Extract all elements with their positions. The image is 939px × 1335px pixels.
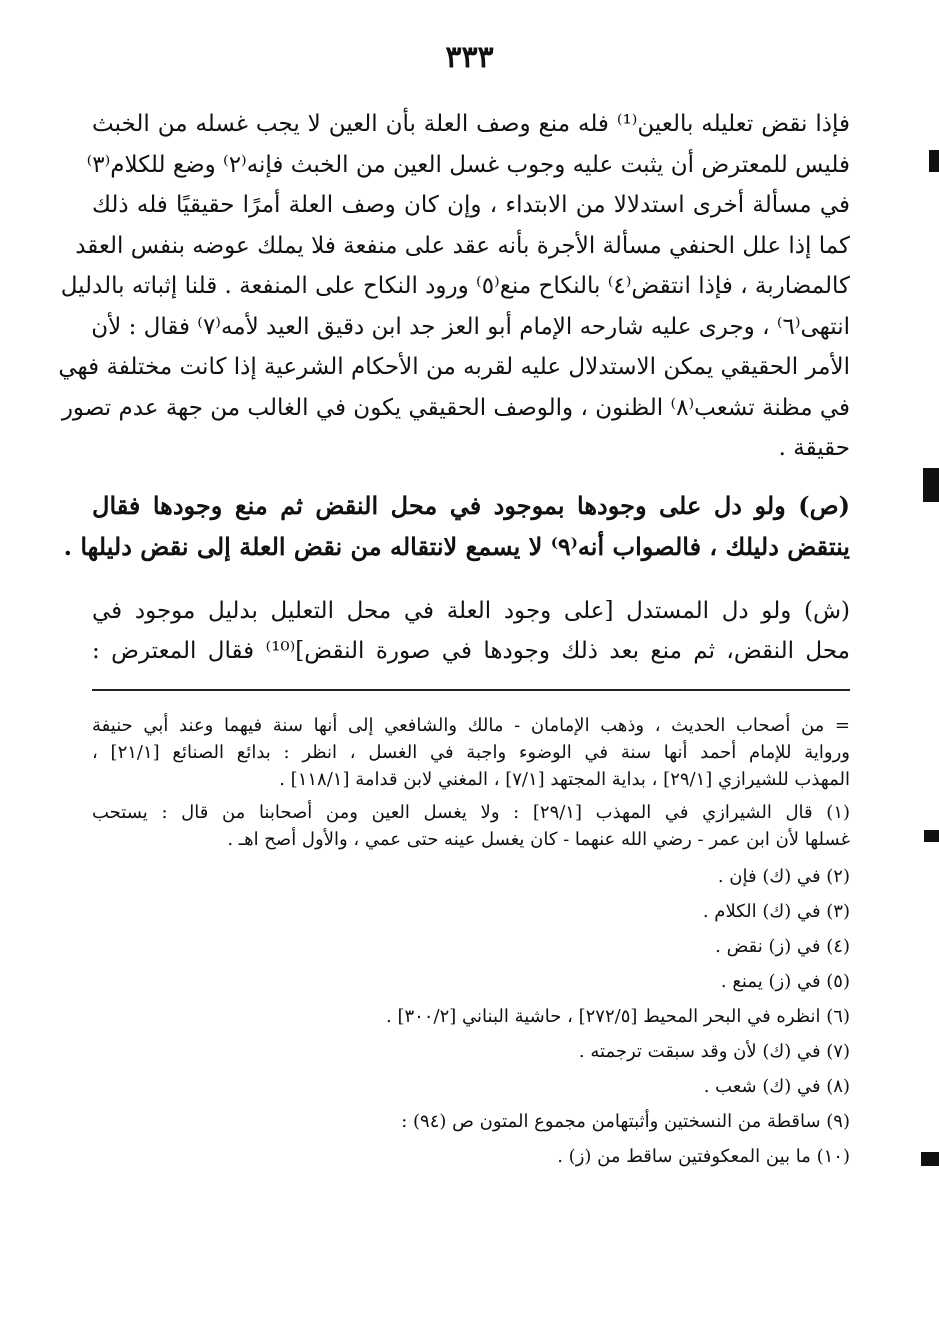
text-line: (ص) ولو دل على وجودها بموجود في محل النقض ثم منع وجودها فقال bbox=[92, 490, 850, 520]
text-line: فإذا نقض تعليله بالعين⁽¹⁾ فله منع وصف العلة بأن العين لا يجب غسله من الخبث bbox=[92, 111, 851, 137]
paragraph-sharh bbox=[92, 591, 850, 672]
footnote-line: غسلها لأن ابن عمر - رضي الله عنهما - كان يغسل عينه حتى عمي ، والأول أصح اهـ . bbox=[227, 829, 850, 850]
text-line: في مسألة أخرى استدلالا من الابتداء ، وإن كان وصف العلة أمرًا حقيقيًا فله ذلك bbox=[92, 192, 850, 218]
footnote-1 bbox=[92, 799, 850, 853]
binding-mark bbox=[921, 1152, 939, 1166]
text-line: انتهى⁽٦⁾ ، وجرى عليه شارحه الإمام أبو العز جد ابن دقيق العيد لأمه⁽٧⁾ فقال : لأن bbox=[91, 313, 850, 340]
text-line: محل النقض، ثم منع بعد ذلك وجودها في صورة النقض]⁽¹⁰⁾ فقال المعترض : bbox=[92, 638, 850, 664]
text-line: حقيقة . bbox=[778, 435, 850, 461]
footnote-4: (٤) في (ز) نقض . bbox=[715, 936, 850, 957]
text-line: كما إذا علل الحنفي مسألة الأجرة بأنه عقد على منفعة فلا يملك عوضه بنفس العقد bbox=[75, 232, 850, 259]
binding-mark bbox=[929, 150, 939, 172]
binding-mark bbox=[924, 830, 939, 842]
footnote-10: (١٠) ما بين المعكوفتين ساقط من (ز) . bbox=[557, 1146, 850, 1167]
paragraph-matn bbox=[63, 485, 850, 567]
footnote-5: (٥) في (ز) يمنع . bbox=[720, 971, 850, 992]
footnote-8: (٨) في (ك) شعب . bbox=[703, 1076, 850, 1097]
footnotes bbox=[92, 712, 850, 1174]
page-number: ٣٣٣ bbox=[445, 40, 494, 75]
footnote-line: ورواية للإمام أحمد أنها سنة في الوضوء واجبة في الغسل ، انظر : بدائع الصنائع [٢١/١] ، bbox=[92, 742, 850, 763]
footnote-6: (٦) انظره في البحر المحيط [٢٧٢/٥] ، حاشية البناني [٣٠٠/٢] . bbox=[386, 1006, 850, 1027]
footnote-line: = من أصحاب الحديث ، وذهب الإمامان - مالك والشافعي إلى أنها سنة فيهما وعند أبي حنيفة bbox=[92, 715, 850, 736]
text-line: (ش) ولو دل المستدل [على وجود العلة في محل التعليل بدليل موجود في bbox=[92, 597, 850, 624]
footnote-continuation bbox=[92, 712, 850, 793]
text-line: ينتقض دليلك ، فالصواب أنه⁽٩⁾ لا يسمع لانتقاله من نقض العلة إلى نقض دليلها . bbox=[63, 531, 850, 561]
main-text bbox=[58, 104, 851, 672]
paragraph-commentary bbox=[58, 104, 851, 469]
footnote-3: (٣) في (ك) الكلام . bbox=[702, 901, 850, 922]
text-line: الأمر الحقيقي يمكن الاستدلال عليه لقربه من الأحكام الشرعية إذا كانت مختلفة فهي bbox=[58, 354, 850, 380]
binding-mark bbox=[923, 468, 939, 502]
footnote-line: (١) قال الشيرازي في المهذب [٢٩/١] : ولا يغسل العين ومن أصحابنا من قال : يستحب bbox=[92, 802, 851, 823]
footnote-9: (٩) ساقطة من النسختين وأثبتهامن مجموع المتون ص (٩٤) : bbox=[401, 1111, 850, 1132]
footnote-line: المهذب للشيرازي [٢٩/١] ، بداية المجتهد [٧/١] ، المغني لابن قدامة [١١٨/١] . bbox=[279, 769, 850, 790]
text-line: كالمضاربة ، فإذا انتقض⁽٤⁾ بالنكاح منع⁽٥⁾ ورود النكاح على المنفعة . قلنا إثباته بالدليل bbox=[60, 273, 850, 299]
footnote-2: (٢) في (ك) فإن . bbox=[717, 866, 850, 887]
footnote-divider bbox=[92, 689, 850, 691]
text-line: في مظنة تشعب⁽٨⁾ الظنون ، والوصف الحقيقي يكون في الغالب من جهة عدم تصور bbox=[61, 394, 850, 421]
text-line: فليس للمعترض أن يثبت عليه وجوب غسل العين من الخبث فإنه⁽٢⁾ وضع للكلام⁽٣⁾ bbox=[86, 151, 850, 178]
footnote-7: (٧) في (ك) لأن وقد سبقت ترجمته . bbox=[578, 1041, 850, 1062]
